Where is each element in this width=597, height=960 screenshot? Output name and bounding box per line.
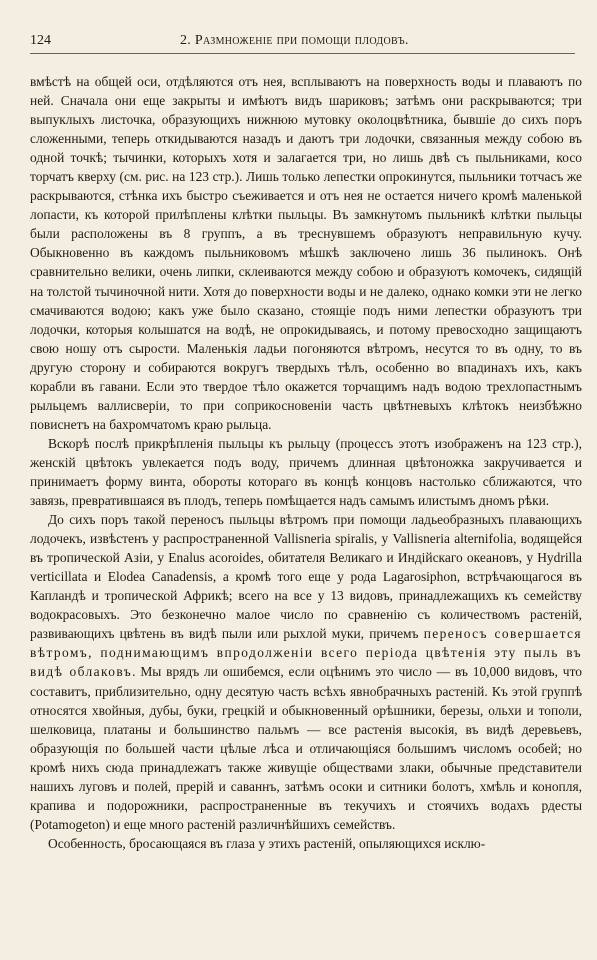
body-text (30, 72, 582, 853)
paragraph-text: Особенность, бросающаяся въ глаза у этихъ растеній, опыляющихся исклю- (48, 835, 486, 851)
paragraph-text: . Мы врядъ ли ошибемся, если оцѣнимъ это число — въ 10,000 видовъ, что составитъ, приблизительно, одну десятую часть всѣхъ явнобрачныхъ растеній. Къ этой группѣ относятся хвойныя, дубы, буки, грецкій и обыкновенный орѣшники, березы, ольхи и тополи, шелковица, платаны и большинство пальмъ — все растенія высокія, въ видѣ деревьевъ, образующія по большей части цѣлые лѣса и отличающіяся большимъ числомъ особей; но кромѣ нихъ сюда принадлежатъ также живущіе обществами злаки, обычные представители нашихъ луговъ и полей, прерій и саваннъ, затѣмъ осоки и ситники болотъ, хмѣль и конопля, крапива и подорожники, распространенные въ текучихъ и стоячихъ водахъ рдесты (Potamogeton) и еще много растеній различнѣйшихъ семействъ. (30, 664, 582, 832)
paragraph (30, 510, 582, 834)
page-number: 124 (30, 33, 51, 48)
paragraph-text: До сихъ поръ такой переносъ пыльцы вѣтромъ при помощи ладьеобразныхъ плавающихъ лодочекъ, извѣстенъ у распространенной Vallisneria spiralis, у Vallisneria alternifolia, водящейся въ тропической Азіи, у Enalus acoroides, обитателя Великаго и Индійскаго океановъ, у Hydrilla verticillata и Elodea Canadensis, а кромѣ того еще у рода Lagarosiphon, встрѣчающагося въ Капландѣ и тропической Африкѣ; всего на все у 13 видовъ, принадлежащихъ къ семейству водокрасовыхъ. Это безконечно малое число по сравненію съ количествомъ растеній, развивающихъ цвѣтень въ видѣ пыли или рыхлой муки, причемъ (30, 512, 582, 642)
spaced-emphasis-text: переносъ совершается вѣтромъ, поднимающимъ впродолженіи всего періода цвѣтенія эту пыль въ видѣ облаковъ (30, 626, 582, 680)
page-header (30, 31, 575, 54)
paragraph-text: вмѣстѣ на общей оси, отдѣляются отъ нея, всплываютъ на поверхность воды и плаваютъ по ней. Сначала они еще закрыты и имѣютъ видъ шариковъ; затѣмъ они раскрываются; три выпуклыхъ листочка, образующихъ нижнюю мутовку околоцвѣтника, бывшіе до сихъ поръ сложенными, теперь откидываются назадъ и даютъ три лодочки, связанныя между собою въ одной точкѣ; тычинки, которыхъ хотя и залагается три, но лишь двѣ съ пыльниками, косо торчатъ кверху (см. рис. на 123 стр.). Лишь только лепестки опрокинутся, пыльники тотчасъ же раскрываются, стѣнка ихъ быстро съеживается и отъ нея не остается ничего кромѣ маленькой лопасти, къ которой прилѣплены клѣтки пыльцы. Въ замкнутомъ пыльникѣ клѣтки пыльцы были расположены въ 8 группъ, а въ треснувшемъ образуютъ неправильную кучу. Обыкновенно въ каждомъ пыльниковомъ мѣшкѣ заключено лишь 36 пылинокъ. Онѣ сравнительно велики, очень липки, склеиваются между собою и образуютъ комочекъ, сидящій на толстой тычиночной нити. Хотя до поверхности воды и не далеко, однако комки эти не легко смачиваются водою; какъ уже было сказано, стоящіе подъ ними лепестки образуютъ три лодочки, которыя колышатся на водѣ, не опрокидываясь, и потому превосходно защищаютъ свою ношу отъ сырости. Маленькія ладьи погоняются вѣтромъ, несутся то въ одну, то въ другую сторону и собираются вокругъ твердыхъ тѣлъ, особенно во впадинахъ ихъ, какъ корабли въ гавани. Если это твердое тѣло окажется торчащимъ надъ водою трехлопастнымъ рыльцемъ валлисверіи, то при соприкосновеніи часть цвѣтневыхъ клѣтокъ неизбѣжно повиснетъ на бахромчатомъ краю рыльца. (30, 74, 582, 432)
paragraph-text: Вскорѣ послѣ прикрѣпленія пыльцы къ рыльцу (процессъ этотъ изображенъ на 123 стр.), женскій цвѣтокъ увлекается подъ воду, причемъ длинная цвѣтоножка закручивается и принимаетъ форму винта, обороты котораго въ концѣ концовъ настолько сближаются, что завязь, превратившаяся въ плодъ, теперь помѣщается надъ самымъ илистымъ дномъ рѣки. (30, 435, 582, 509)
paragraph (30, 72, 582, 434)
paragraph (30, 434, 582, 510)
running-title: 2. Размноженіе при помощи плодовъ. (180, 33, 409, 48)
paragraph (30, 834, 582, 853)
